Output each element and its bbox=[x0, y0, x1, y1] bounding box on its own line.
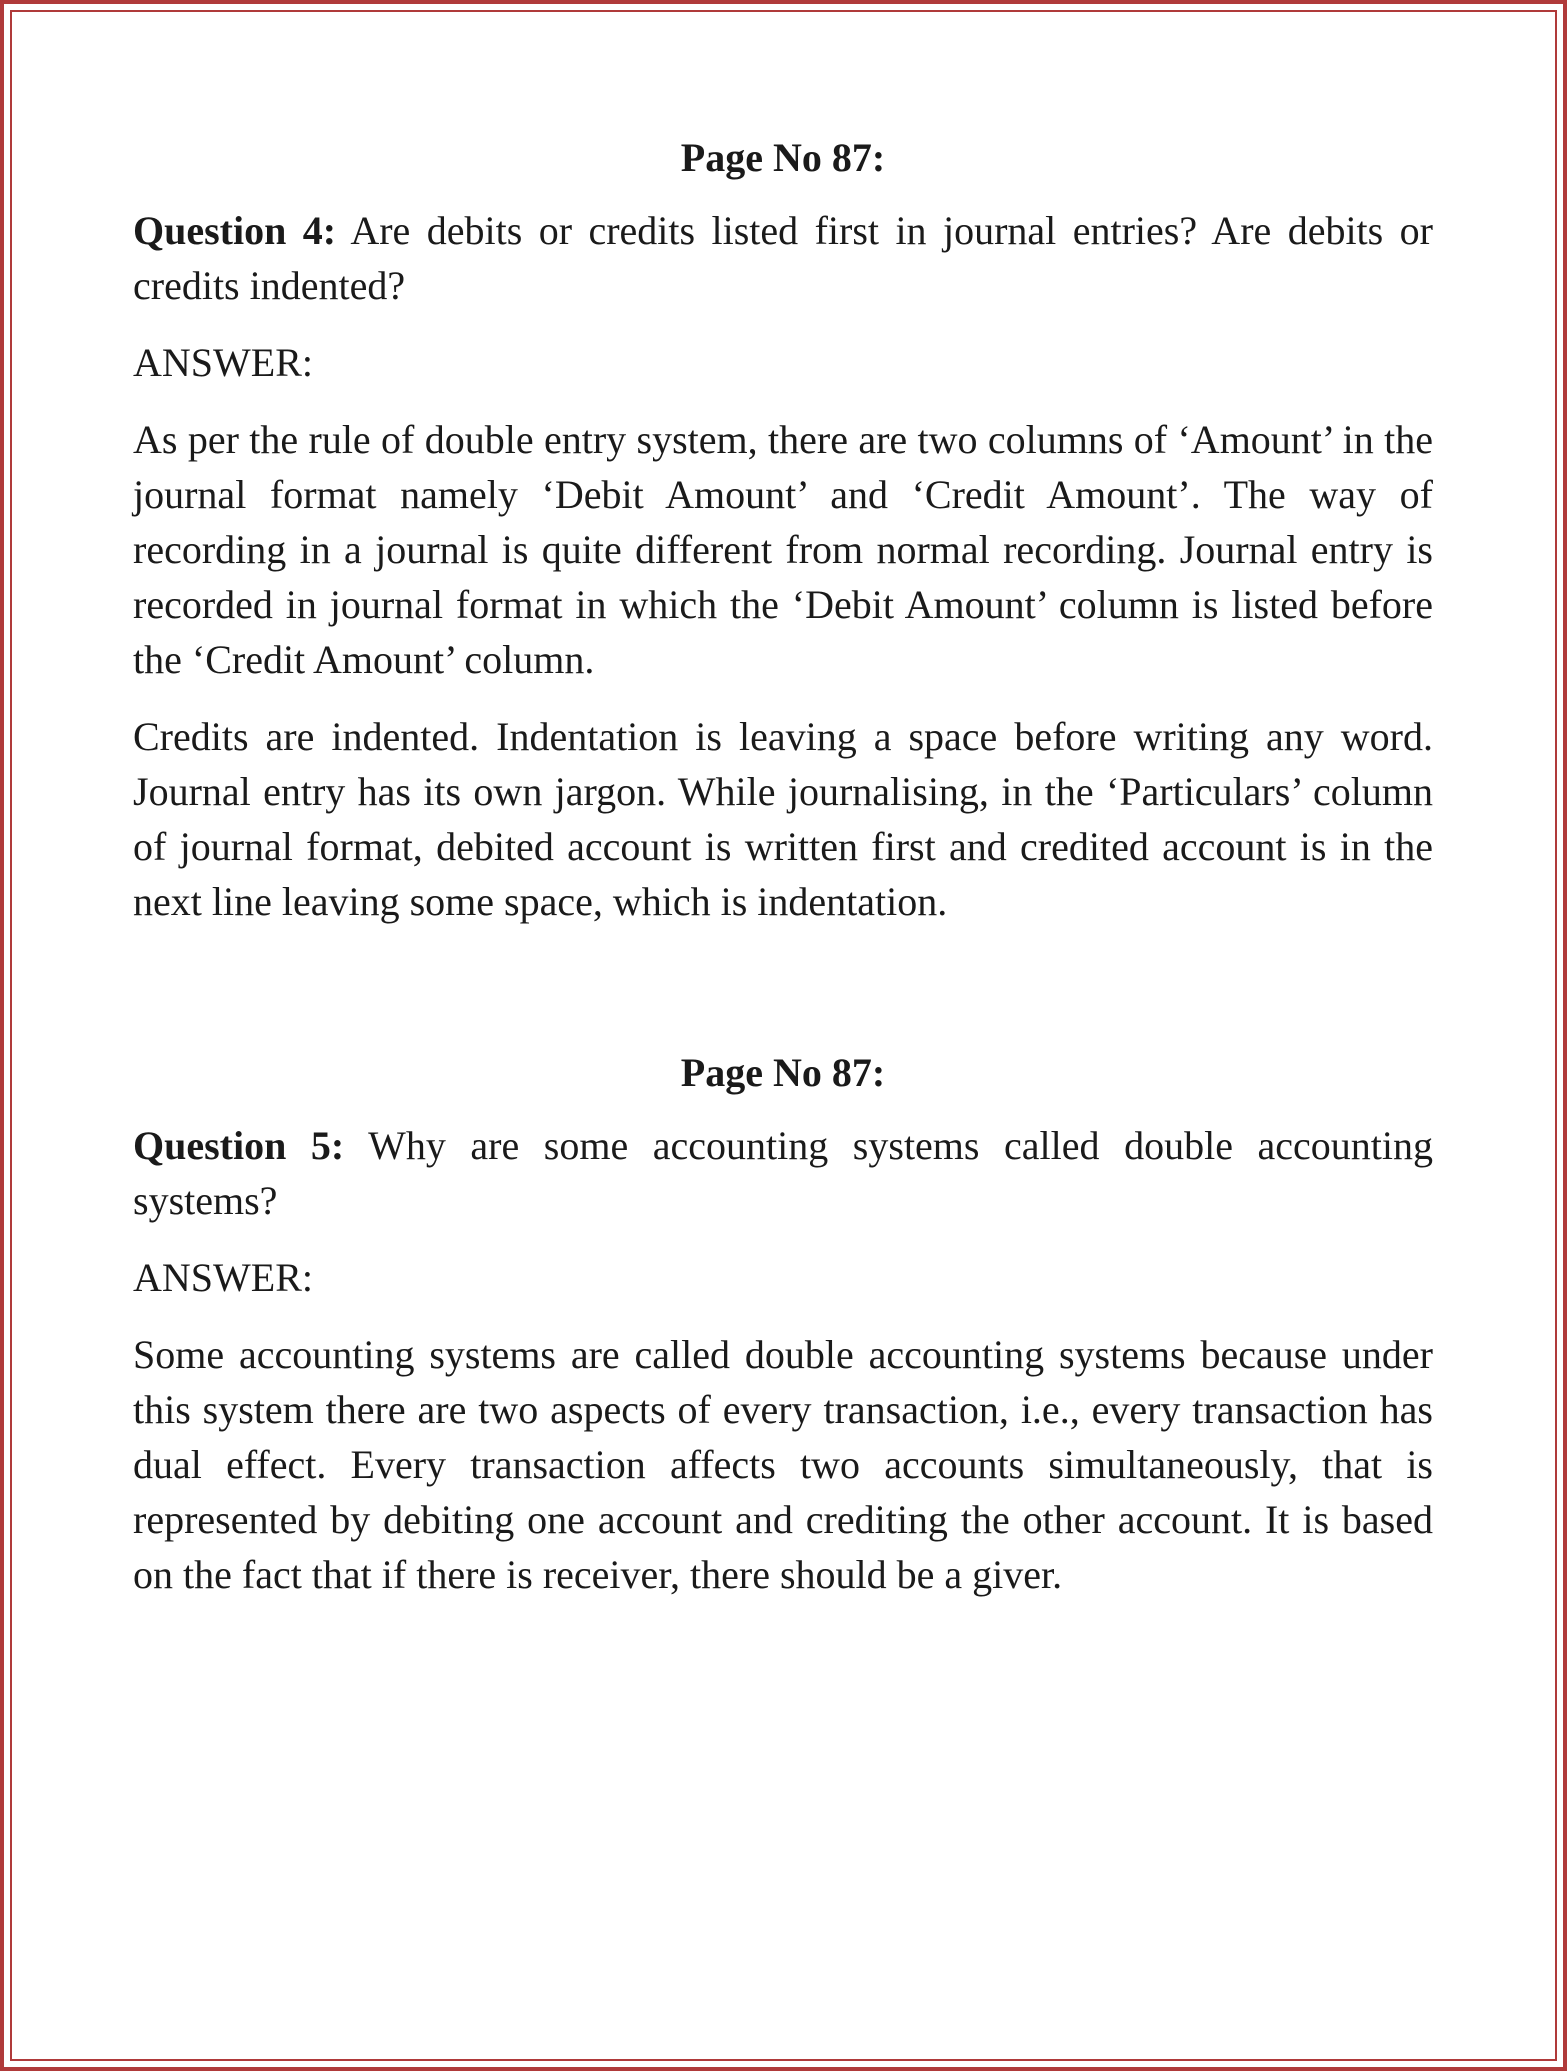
qa-section-question-4 bbox=[133, 130, 1433, 929]
document-body bbox=[133, 130, 1433, 1624]
answer-paragraph: Some accounting systems are called double accounting systems because under this system there are two aspects of every transaction, i.e., every transaction has dual effect. Every transaction affects two accounts simultaneously, that is represented by debiting one account and crediting the other account. It is based on the fact that if there is receiver, there should be a giver. bbox=[133, 1332, 1433, 1597]
answer-paragraph: As per the rule of double entry system, there are two columns of ‘Amount’ in the journal format namely ‘Debit Amount’ and ‘Credit Amount’. The way of recording in a journal is quite different from normal recording. Journal entry is recorded in journal format in which the ‘Debit Amount’ column is listed before the ‘Credit Amount’ column. bbox=[133, 417, 1433, 682]
answer-label: ANSWER: bbox=[133, 1255, 313, 1300]
question-5 bbox=[133, 1118, 1433, 1228]
page-title: Page No 87: bbox=[680, 135, 886, 180]
question-4 bbox=[133, 203, 1433, 313]
question-text: Are debits or credits listed first in journal entries? Are debits or credits indented? bbox=[133, 208, 1433, 308]
answer-paragraph: Credits are indented. Indentation is leaving a space before writing any word. Journal entry has its own jargon. While journalising, in the ‘Particulars’ column of journal format, debited account is written first and credited account is in the next line leaving some space, which is indentation. bbox=[133, 714, 1433, 924]
question-label: Question 4: bbox=[133, 208, 337, 253]
qa-section-question-5 bbox=[133, 1045, 1433, 1602]
question-label: Question 5: bbox=[133, 1123, 345, 1168]
answer-label: ANSWER: bbox=[133, 340, 313, 385]
question-text: Why are some accounting systems called double accounting systems? bbox=[133, 1123, 1433, 1223]
page-title: Page No 87: bbox=[680, 1050, 886, 1095]
section-spacer bbox=[133, 951, 1433, 1045]
